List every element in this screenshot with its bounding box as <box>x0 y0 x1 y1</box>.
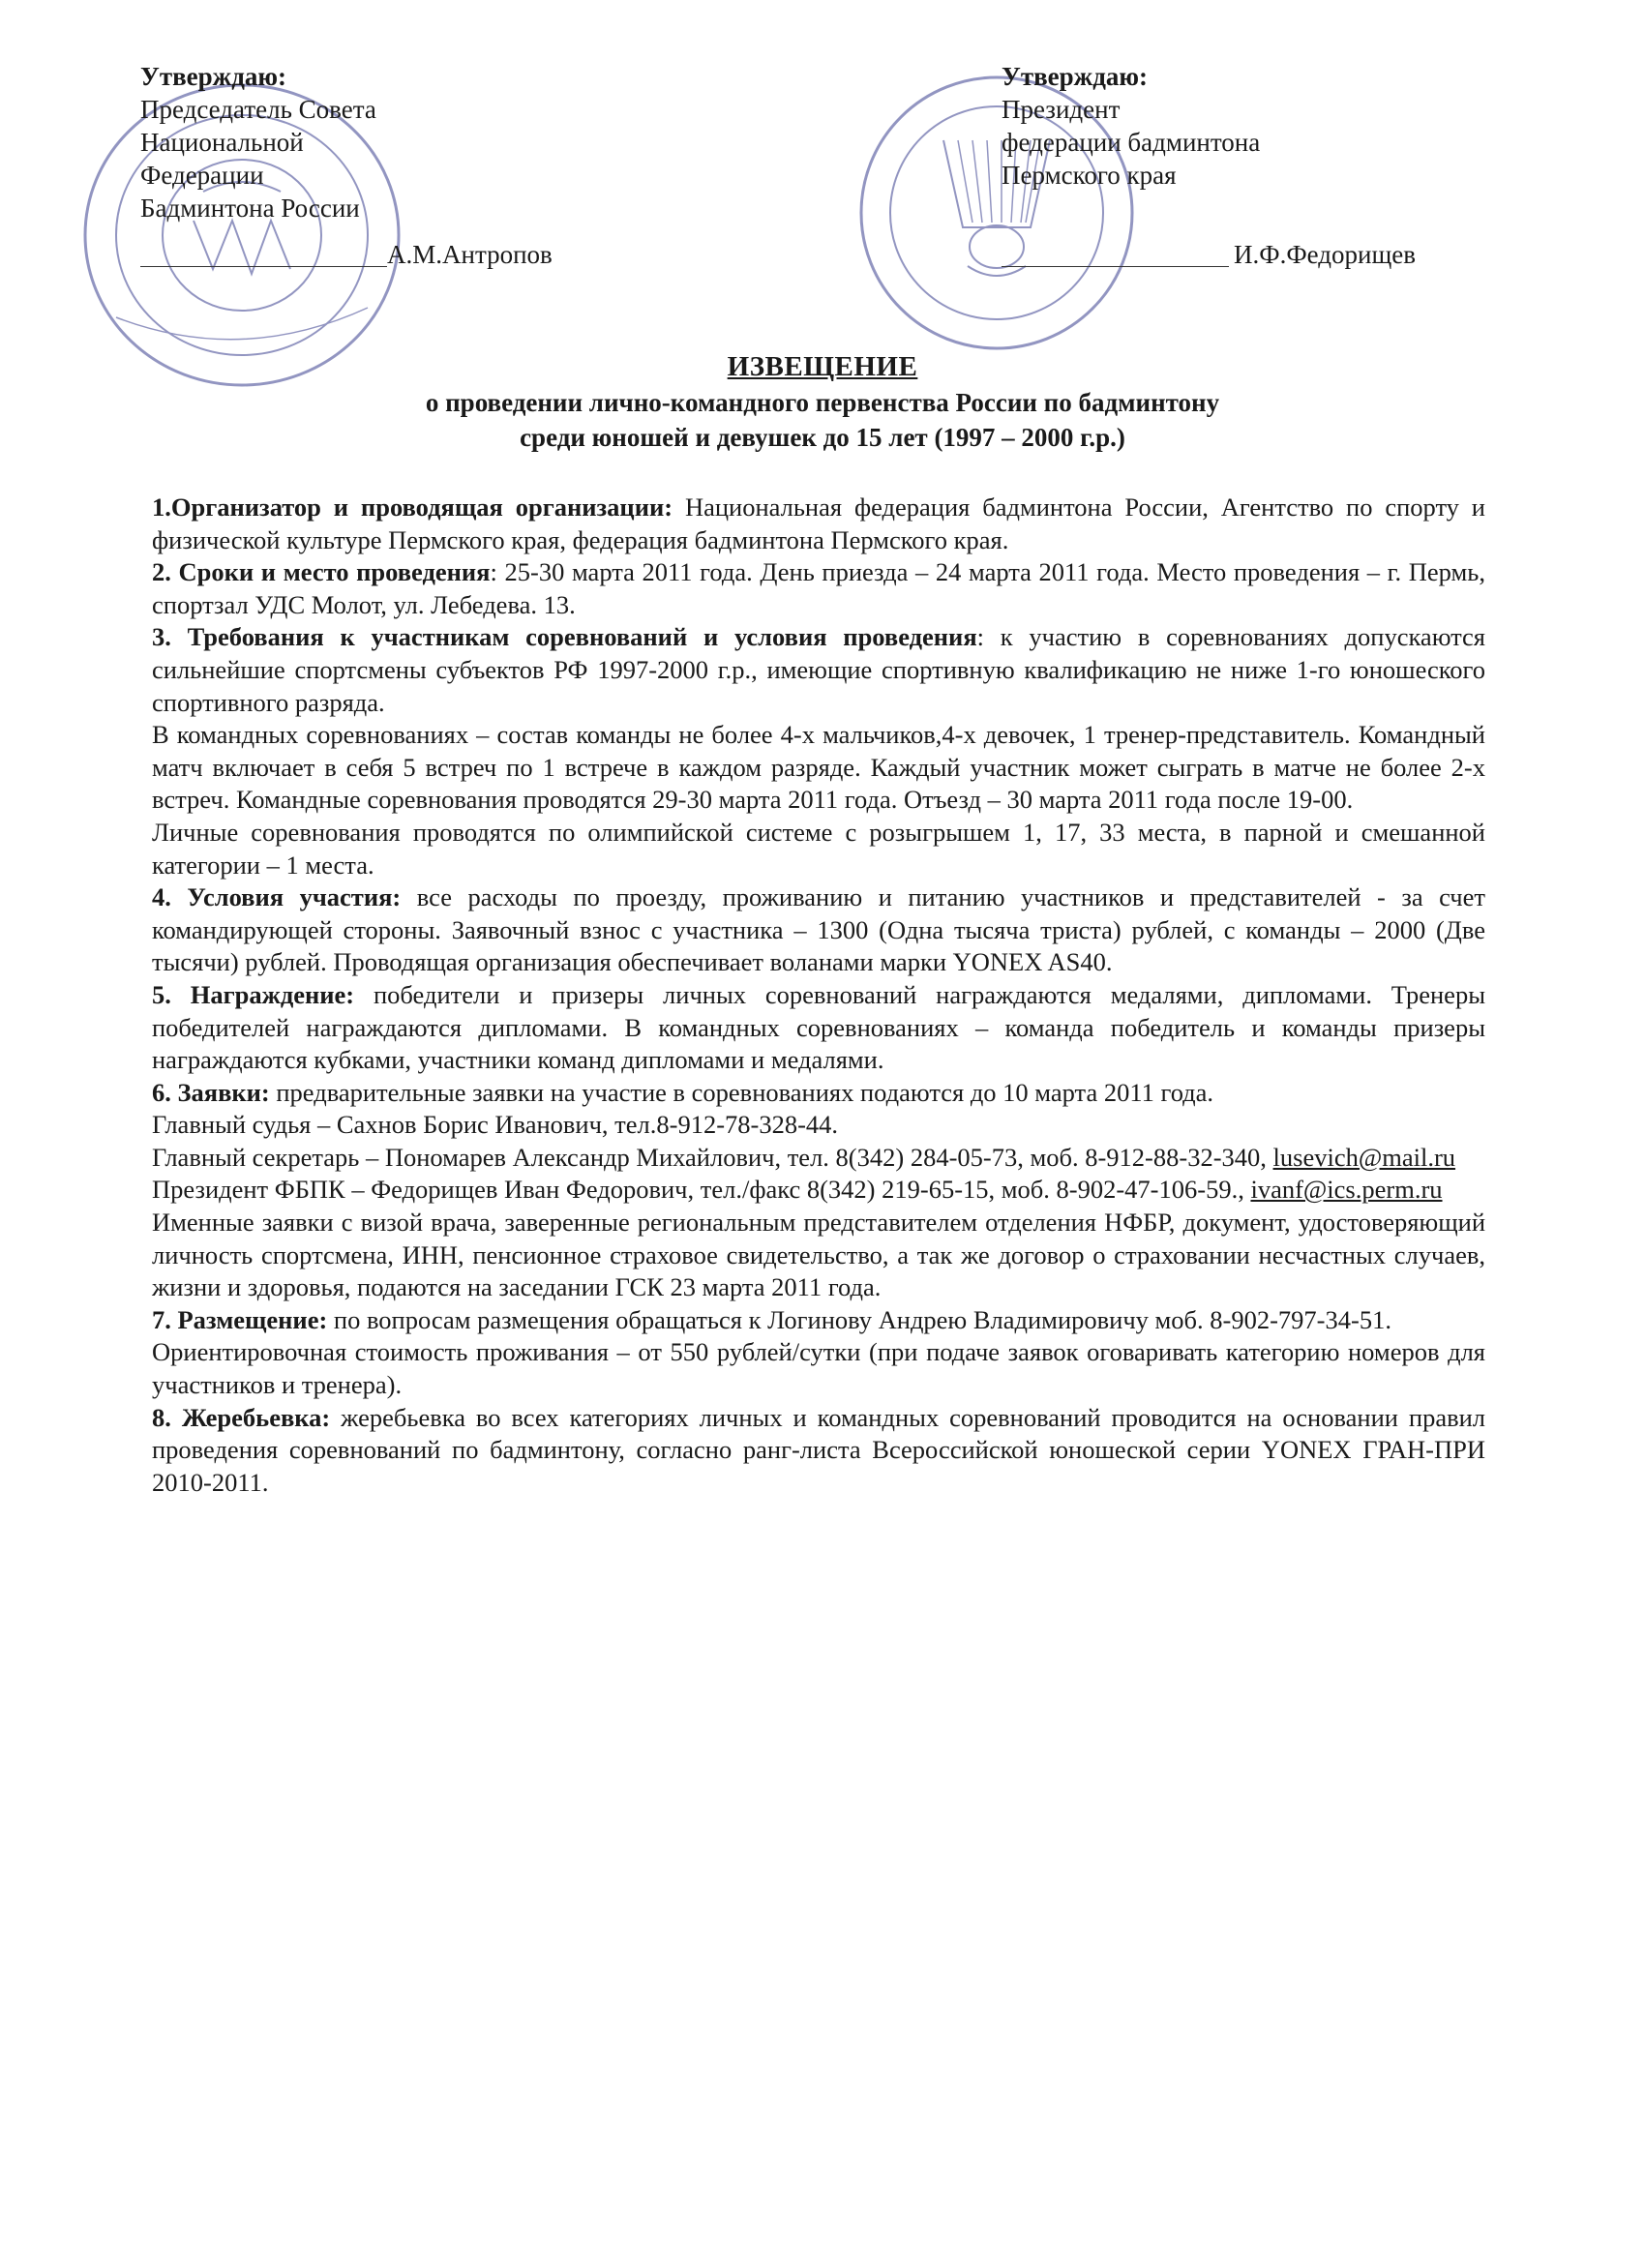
section-text: предварительные заявки на участие в соревнованиях подаются до 10 марта 2011 года. <box>269 1077 1214 1107</box>
document-body <box>152 492 1485 1499</box>
section-text: Национальная федерация бадминтона России, Агентство по спорту и физической культуре Пермского края, федерация бадминтона Пермского края. <box>152 492 1485 554</box>
application-documents: Именные заявки с визой врача, заверенные региональным представителем отделения НФБР, документ, удостоверяющий личность спортсмена, ИНН, пенсионное страховое свидетельство, а так же договор о страховании несчастных случаев, жизни и здоровья, подаются на заседании ГСК 23 марта 2011 года. <box>152 1208 1485 1302</box>
section-heading: 8. Жеребьевка: <box>152 1402 331 1432</box>
section-8 <box>152 1402 1485 1500</box>
section-7 <box>152 1304 1485 1337</box>
president-email-link[interactable]: ivanf@ics.perm.ru <box>1250 1175 1443 1205</box>
section-1 <box>152 492 1485 556</box>
section-heading: 2. Сроки и место проведения <box>152 557 491 587</box>
section-heading: 7. Размещение: <box>152 1304 328 1334</box>
document-title <box>194 348 1451 455</box>
president-contact <box>152 1174 1485 1207</box>
approval-line: Бадминтона России <box>140 194 360 223</box>
approval-line: Пермского края <box>1002 161 1177 190</box>
section-3 <box>152 621 1485 719</box>
section-heading: 4. Условия участия: <box>152 882 402 912</box>
section-text: по вопросам размещения обращаться к Логинову Андрею Владимировичу моб. 8-902-797-34-51. <box>327 1304 1391 1334</box>
accommodation-cost: Ориентировочная стоимость проживания – от 550 рублей/сутки (при подаче заявок оговаривать категорию номеров для участников и тренера). <box>152 1337 1485 1400</box>
section-heading: 6. Заявки: <box>152 1077 270 1107</box>
approval-line: Президент <box>1002 95 1121 124</box>
signatory-name-left: А.М.Антропов <box>387 240 553 269</box>
secretary-email-link[interactable]: lusevich@mail.ru <box>1272 1142 1456 1172</box>
section-heading: 3. Требования к участникам соревнований и условия проведения <box>152 622 977 652</box>
section-text: жеребьевка во всех категориях личных и командных соревнований проводится на основании правил проведения соревнований по бадминтону, согласно ранг-листа Всероссийской юношеской серии YONEX ГРАН-ПРИ 2010-2011. <box>152 1402 1485 1497</box>
section-text: все расходы по проезду, проживанию и питанию участников и представителей - за счет командирующей стороны. Заявочный взнос с участника – 1300 (Одна тысяча триста) рублей, с команды – 2000 (Две тысячи) рублей. Проводящая организация обеспечивает воланами марки YONEX AS40. <box>152 882 1485 977</box>
approval-block-right <box>1002 60 1543 192</box>
signature-line-right <box>1002 266 1229 267</box>
chief-secretary <box>152 1142 1485 1175</box>
approval-line: Национальной <box>140 128 304 157</box>
title-line: о проведении лично-командного первенства России по бадминтону <box>425 388 1220 417</box>
section-heading: 1.Организатор и проводящая организации: <box>152 492 673 522</box>
title-main: ИЗВЕЩЕНИЕ <box>727 351 918 382</box>
approval-block-left <box>140 60 682 224</box>
approval-heading: Утверждаю: <box>1002 62 1149 91</box>
section-text: : 25-30 марта 2011 года. День приезда – 24 марта 2011 года. Место проведения – г. Пермь, спортзал УДС Молот, ул. Лебедева. 13. <box>152 557 1485 619</box>
signature-line-left <box>140 266 387 267</box>
approval-line: Председатель Совета <box>140 95 376 124</box>
section-2 <box>152 556 1485 621</box>
approval-line: Федерации <box>140 161 264 190</box>
section-heading: 5. Награждение: <box>152 979 355 1009</box>
president-contact-text: Президент ФБПК – Федорищев Иван Федорович, тел./факс 8(342) 219-65-15, моб. 8-902-47-106-59., <box>152 1175 1251 1205</box>
section-5 <box>152 979 1485 1077</box>
section-3-individual-rules: Личные соревнования проводятся по олимпийской системе с розыгрышем 1, 17, 33 места, в парной и смешанной категории – 1 места. <box>152 817 1485 880</box>
section-text: : к участию в соревнованиях допускаются сильнейшие спортсмены субъектов РФ 1997-2000 г.р., имеющие спортивную квалификацию не ниже 1-го юношеского спортивного разряда. <box>152 622 1485 717</box>
chief-judge: Главный судья – Сахнов Борис Иванович, тел.8-912-78-328-44. <box>152 1110 839 1140</box>
approval-line: федерации бадминтона <box>1002 128 1261 157</box>
secretary-contact: Главный секретарь – Пономарев Александр Михайлович, тел. 8(342) 284-05-73, моб. 8-912-88-32-340, <box>152 1142 1273 1172</box>
section-3-team-rules: В командных соревнованиях – состав команды не более 4-х мальчиков,4-х девочек, 1 тренер-представитель. Командный матч включает в себя 5 встреч по 1 встрече в каждом разряде. Каждый участник может сыграть в матче не более 2-х встреч. Командные соревнования проводятся 29-30 марта 2011 года. Отъезд – 30 марта 2011 года после 19-00. <box>152 720 1485 815</box>
title-line: среди юношей и девушек до 15 лет (1997 – 2000 г.р.) <box>520 423 1125 452</box>
signatory-name-right: И.Ф.Федорищев <box>1234 240 1416 269</box>
section-text: победители и призеры личных соревнований награждаются медалями, дипломами. Тренеры победителей награждаются дипломами. В командных соревнованиях – команда победитель и команды призеры награждаются кубками, участники команд дипломами и медалями. <box>152 979 1485 1075</box>
section-6 <box>152 1077 1485 1110</box>
section-4 <box>152 881 1485 979</box>
approval-heading: Утверждаю: <box>140 62 287 91</box>
